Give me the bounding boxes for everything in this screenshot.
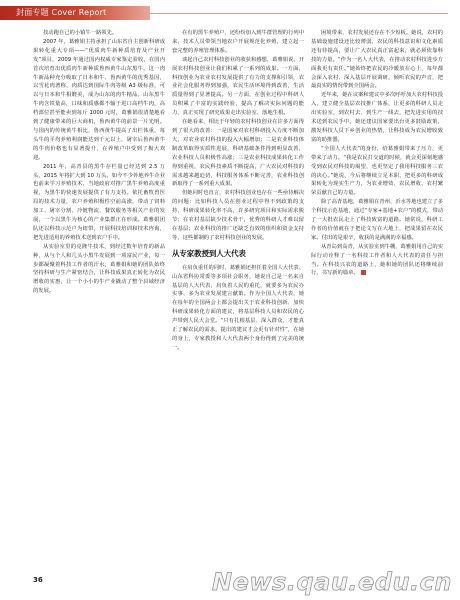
paragraph-last-text: 从青岛到高青，从实验室到牛棚，葛雅娟用自己的实际行动诠释了一名科技工作者和人大代表的责任与担当。在科技兴农的道路上，她和她的团队还将继续前行，书写新的篇章。 — [311, 243, 443, 277]
paragraph: 2007 年，葛雅娟主持承担了山东省自主创新科研成果转化重大专项——“优质肉牛新种质培育及产业开发”项目，2009 年通过国内权威专家鉴定验收，在国内首次培育出优质肉牛新种质鲁西黄牛山东黑牛。这一肉牛新品种充分吸取了日本和牛、鲁西黄牛的优秀基因，以雪花肉著称，肉质达到国际牛肉等级 A3 级标准，可以与日本和牛相媲美，成为山东的肉牛精品。山东黑牛牛肉含铁量高，口味和质感都不输于进口高档牛肉，高档部位甚至能卖到每斤 1000 元时，葛雅娟很清楚地看到了健康带来的巨大商机，鲁西黄牛的前景一片光明。与国内的传统黄牛相比，鲁西黄牛提高了出栏体重，每头牛的平均养殖利润能达到千元以上，屠宰后鲁西黄牛的牛肉价格也有显著提升，在养殖户中受到了极大欢迎。 — [33, 38, 165, 161]
paragraph: 在有的黑牛养殖户，还纷纷加入到牛群管理的行列中来，技术人员带领当地农户开展规范化养殖，建立起一套完整的养殖管理体系。 — [172, 30, 304, 54]
header-rule — [150, 13, 448, 14]
page-number: 36 — [33, 576, 43, 584]
paragraph: “全国人大代表”的身份，给葛雅娟带来了压力，更带来了动力。“我是农民打交道的时候，就会更深刻地感受到农民对科技的渴望，也更坚定了我用科技服务三农的决心。”她说，今后将继续立足本职，把更多的科研成果转化为现实生产力，为农业增效、农民增收、农村繁荣贡献自己的力量。 — [311, 145, 443, 197]
paragraph: 技动跑自己的小镇牛一路领先。 — [43, 30, 118, 36]
header-title: 封面专题 Cover Report — [16, 8, 107, 17]
paragraph: 困境带来，农村发展还存在不少短板。她说，农村的基础设施建设还比较薄弱，农民的科技意识和文化素质还有待提高，要让广大农民真正富起来，就必须依靠科技的力量。“作为一名人大代表，在推动农村科技进步方面我更有责任。”她始终把农民的冷暖放在心上，每年都会深入农村、深入基层开展调研，倾听农民的声音，把最真实的情况带到全国两会。 — [311, 30, 443, 90]
text-column-2 — [172, 29, 304, 577]
paragraph: 谈起自己农村科技创业的收获和感想，葛雅娟说，开展农村科技创业让我们积累了一系列的成果。一方面，科技创业为农业农村发展提供了有力的支撑和引领，农业社会化服务得到加强，农民生活环境得到改善，生活质量得到了显著提高。另一方面，在创业过程中科研人员积累了丰富的实践经验，提高了解决实际问题的能力，真正实现了研究成果走出实验室、落地生根。 — [172, 56, 304, 117]
paragraph: 2011 年，高青县的黑牛存栏量已经达到 2.5 万头，2015 年将扩大到 10 万头。如今不少外地养牛企业也前来学习养殖技术，当地政府对推广黑牛养殖高度重视，为黑牛的快速发展提供了有力支持。依托畜牧兽医局的技术力量，农户养殖积极性空前高涨，带动了饲料加工、屠宰分割、冷链物流、餐饮服务等相关产业的发展，一个以黑牛为核心的产业集群正在形成。葛雅娟团队还以科技示范户为纽带，开展科技培训和技术咨询，把先进适用的养殖技术送到农户手中。 — [33, 163, 165, 241]
watermark: News.qau.edu.cn — [212, 568, 452, 596]
section-heading: 从专家教授到人大代表 — [172, 248, 246, 258]
end-mark-icon — [361, 270, 366, 275]
paragraph-last — [311, 243, 443, 279]
paragraph: 近年来，她在议案和建议中多次呼吁加大农村科技投入，建立健全基层农技推广体系，让更多的科研人员走出实验室，到农村去、到生产一线去，把先进实用的技术送到农民手中。她还建议国家要出台更多鼓励政策，激发科技人员下乡创业的热情，让科技成为农民增收致富的助推器。 — [311, 92, 443, 143]
text-column-3 — [311, 29, 443, 529]
paragraph: 从实验室里的克隆牛技术，到经过数年培育的新品种，从与个人和几头小黑牛发展到一项富民产业，每一步都凝聚着科技工作者的汗水，葛雅娟和她的团队始终坚持科研与生产紧密结合，让科技成果真正转化为农民增收的实惠，让一个小小的牛产业撬动了整个县域经济的发展。 — [33, 243, 165, 295]
text-column-1 — [33, 29, 165, 577]
paragraph: 除了高青基地，葛雅娟在青州、沂水等地也建立了多个科技示范基地，通过“专家+基地+农户”的模式，带动了一大批农民走上了科技致富的道路。她常说，科研工作者的价值就在于把论文写在大地上，把成果留在农民家。付出的是艰辛，收获的是满满的幸福感。 — [311, 199, 443, 241]
paragraph: 在她看来，相比于年轻的农村科技创业在许多方面得到了很大的改善：一是国家对农村科研投入力度不断加大，对农业农村科技的投入大幅增加；二是农业科技体制改革取得实质性进展，科研基础条件得到明显改善，农业科技人员积极性高涨；三是农业科技成果转化工作得到重视，农民科技素质不断提高，广大农民对科技的需求越来越迫切，科技服务体系不断完善，农业科技创新取得了一系列重大成果。 — [172, 119, 304, 188]
paragraph: 但她同时也直言，农村科技创业也存在一些亟待解决的问题：比如科技人员在创业过程中得不到政策的支持，科研成果转化率不高，许多研究项目和实际需求脱节；在农村基层缺少技术骨干，优秀的科研人才难以留在基层；农业科技的推广还缺乏有效的组织和资金支持等，这些都制约了农村科技创业的发展。 — [172, 190, 304, 241]
report-header — [0, 0, 460, 26]
paragraph: 在肩负重任的同时，葛雅娟还担任着全国人大代表、山东省科协常委等多项社会职务，她说自己是一名来自基层的人大代表，肩负着人民的重托，就要多为农民办实事、多为农业发展建言献策。作为全国人大代表，她在每年的全国两会上都会提出关于农业科技创新、加快科研成果转化方面的建议，将基层科技人员和农民的心声带到人民大会堂。“只有扎根基层、深入群众，才能真正了解农民的需求，提出的建议才会更有针对性”，在她的身上，专家教授和人大代表两个身份得到了完美的统一。 — [172, 264, 304, 351]
